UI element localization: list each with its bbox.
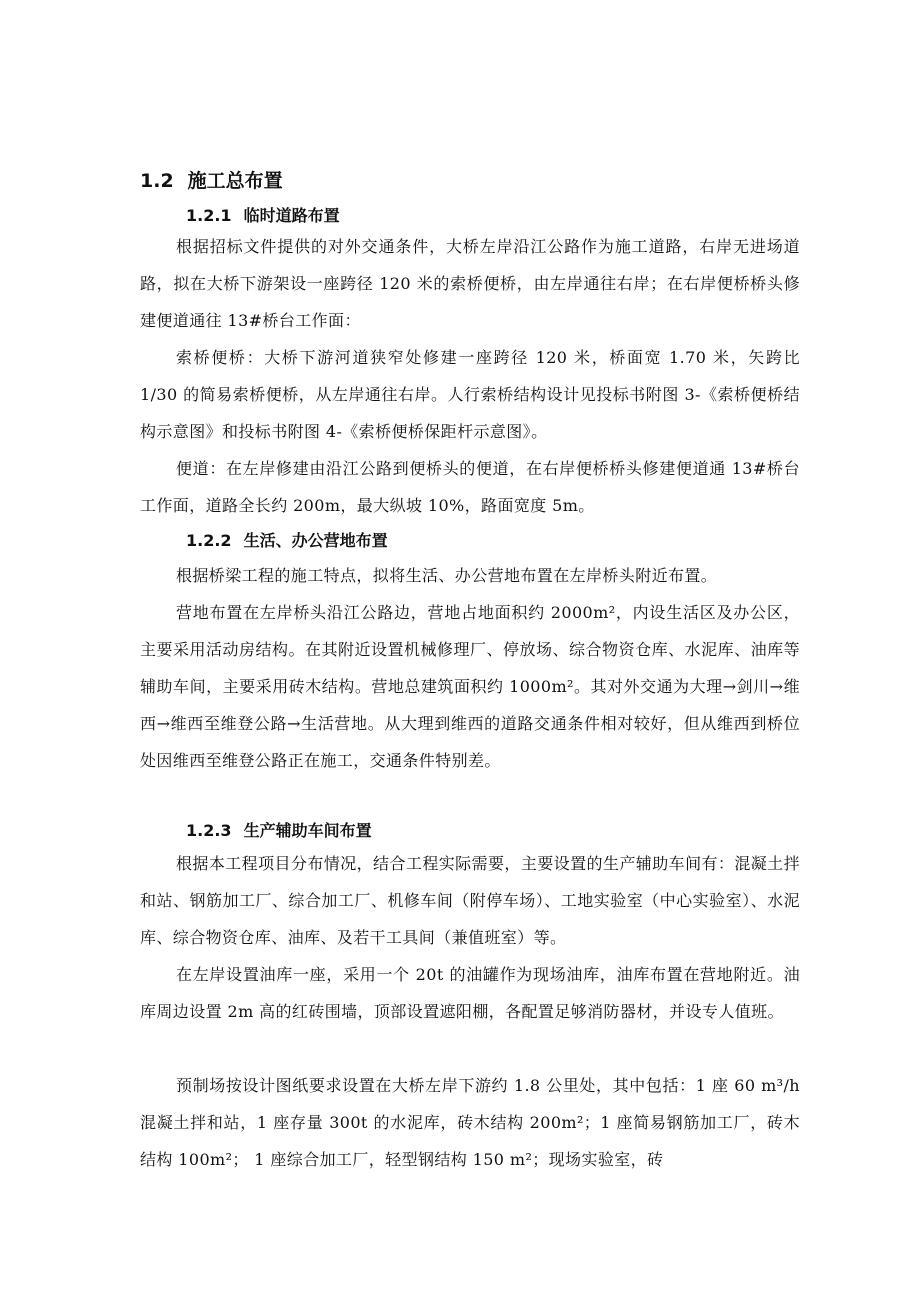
paragraph: 便道：在左岸修建由沿江公路到便桥头的便道，在右岸便桥桥头修建便道通 13#桥台工作面，道路全长约 200m，最大纵坡 10%，路面宽度 5m。 (140, 459, 800, 515)
section-number: 1.2 (140, 170, 174, 192)
paragraph: 根据桥梁工程的施工特点，拟将生活、办公营地布置在左岸桥头附近布置。 (176, 566, 718, 585)
subsection-title: 生活、办公营地布置 (243, 531, 388, 550)
subsection-heading-3 (186, 818, 372, 841)
subsection-number: 1.2.3 (186, 821, 232, 840)
paragraph: 根据本工程项目分布情况，结合工程实际需要，主要设置的生产辅助车间有：混凝土拌和站、钢筋加工厂、综合加工厂、机修车间（附停车场）、工地实验室（中心实验室）、水泥库、综合物资仓库、油库、及若干工具间（兼值班室）等。 (140, 854, 800, 947)
paragraph: 预制场按设计图纸要求设置在大桥左岸下游约 1.8 公里处，其中包括：1 座 60 m³/h 混凝土拌和站，1 座存量 300t 的水泥库，砖木结构 200m²；1 座简易钢筋加工厂，砖木结构 100m²； 1 座综合加工厂，轻型钢结构 150 m²；现场实验室，砖 (140, 1076, 800, 1169)
subsection-number: 1.2.2 (186, 531, 232, 550)
subsection-title: 临时道路布置 (243, 206, 340, 225)
section-title: 施工总布置 (187, 170, 283, 192)
subsection-title: 生产辅助车间布置 (243, 821, 372, 840)
paragraph: 索桥便桥：大桥下游河道狭窄处修建一座跨径 120 米，桥面宽 1.70 米，矢跨比 1/30 的简易索桥便桥，从左岸通往右岸。人行索桥结构设计见投标书附图 3-《索桥便桥结构示意图》和投标书附图 4-《索桥便桥保距杆示意图》。 (140, 348, 800, 441)
subsection-heading-1 (186, 203, 340, 226)
section-heading (140, 166, 283, 193)
paragraph: 营地布置在左岸桥头沿江公路边，营地占地面积约 2000m²，内设生活区及办公区，主要采用活动房结构。在其附近设置机械修理厂、停放场、综合物资仓库、水泥库、油库等辅助车间，主要采用砖木结构。营地总建筑面积约 1000m²。其对外交通为大理→剑川→维西→维西至维登公路→生活营地。从大理到维西的道路交通条件相对较好，但从维西到桥位处因维西至维登公路正在施工，交通条件特别差。 (140, 603, 800, 770)
paragraph: 在左岸设置油库一座，采用一个 20t 的油罐作为现场油库，油库布置在营地附近。油库周边设置 2m 高的红砖围墙，顶部设置遮阳棚，各配置足够消防器材，并设专人值班。 (140, 965, 800, 1021)
paragraph: 根据招标文件提供的对外交通条件，大桥左岸沿江公路作为施工道路，右岸无进场道路，拟在大桥下游架设一座跨径 120 米的索桥便桥，由左岸通往右岸；在右岸便桥桥头修建便道通往 13#桥台工作面： (140, 237, 800, 330)
subsection-number: 1.2.1 (186, 206, 232, 225)
subsection-heading-2 (186, 528, 388, 551)
